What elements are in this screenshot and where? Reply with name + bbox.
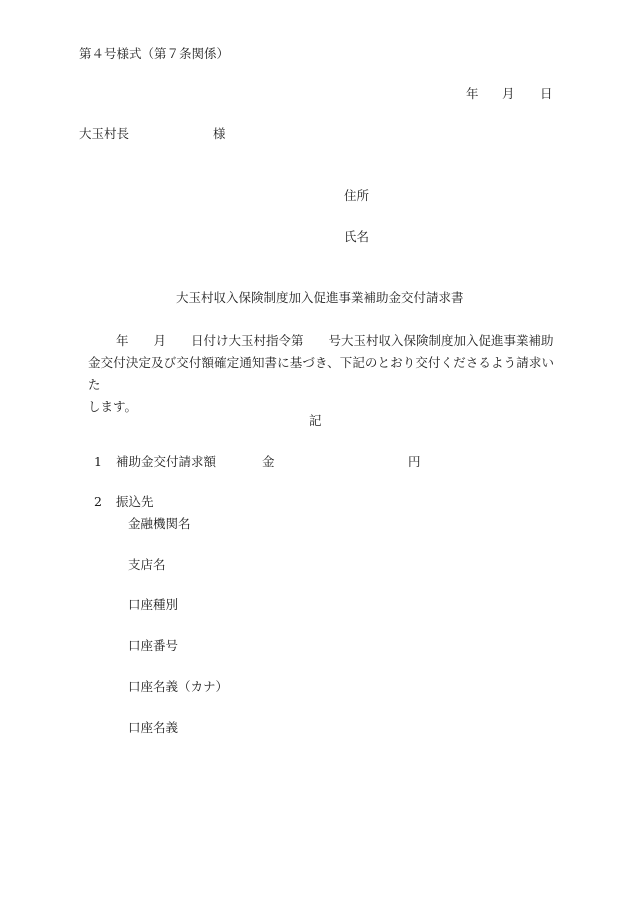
item1-currency-prefix: 金 [262,454,275,469]
request-paragraph [88,330,554,418]
addressee-honorific: 様 [213,126,226,141]
date-month: 月 [502,86,515,101]
branch-name-field: 支店名 [128,557,166,572]
account-type-field: 口座種別 [128,597,179,612]
document-title: 大玉村収入保険制度加入促進事業補助金交付請求書 [176,290,464,305]
account-holder-field: 口座名義 [128,720,179,735]
item1-number: 1 [94,454,102,469]
date-year: 年 [466,86,479,101]
account-number-field: 口座番号 [128,638,179,653]
date-day: 日 [540,86,553,101]
item1-label: 補助金交付請求額 [116,454,217,469]
date-line [466,86,553,102]
item2-number: 2 [94,494,102,509]
address-label: 住所 [344,188,370,203]
account-holder-kana-field: 口座名義（カナ） [128,679,229,694]
paragraph-line-2: 金交付決定及び交付額確定通知書に基づき、下記のとおり交付くださるよう請求いた [88,355,554,392]
item2-label: 振込先 [116,494,154,509]
name-label: 氏名 [344,229,370,244]
ki-heading: 記 [309,413,322,428]
paragraph-line-1: 年 月 日付け大玉村指令第 号大玉村収入保険制度加入促進事業補助 [116,333,554,348]
item1-currency-suffix: 円 [408,454,421,469]
paragraph-line-3: します。 [88,399,138,414]
addressee-name: 大玉村長 [79,126,130,141]
bank-name-field: 金融機関名 [128,516,191,531]
form-number: 第４号様式（第７条関係） [79,46,230,61]
